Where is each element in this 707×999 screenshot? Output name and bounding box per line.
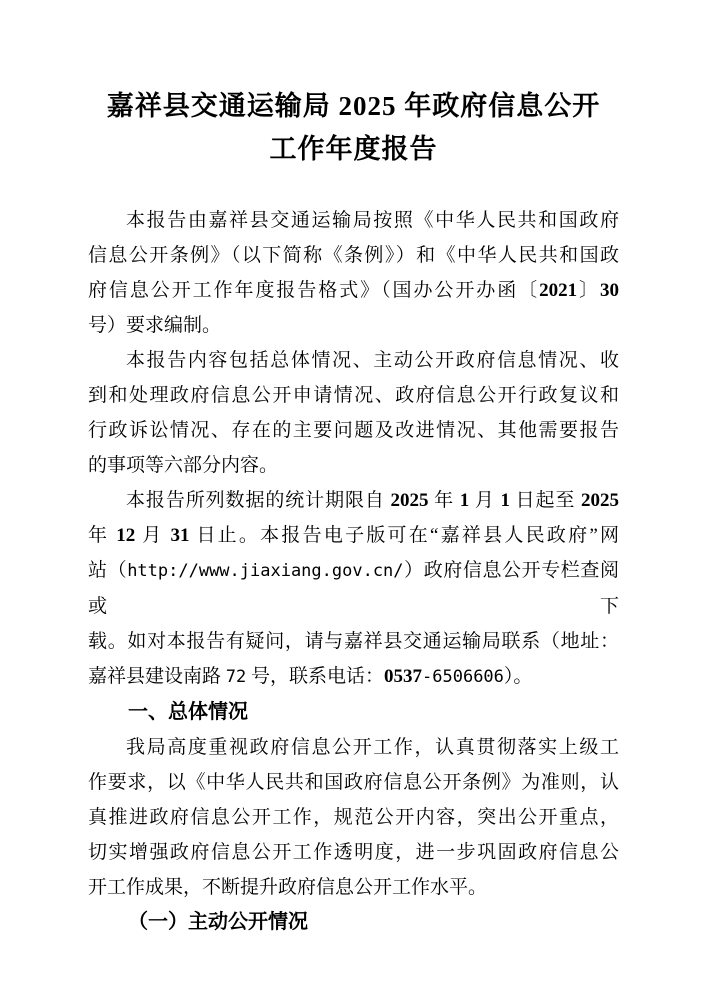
num-text: 2025 [390,490,429,511]
report-title-line: 嘉祥县交通运输局 2025 年政府信息公开 [106,91,601,121]
body-text: 年 [88,525,117,546]
text-line [88,765,619,800]
text-line [88,343,619,378]
body-text: 载。如对本报告有疑问，请与嘉祥县交通运输局联系（地址： [88,631,619,652]
num-text: 1 [500,490,510,511]
report-title [88,85,619,171]
text-line [88,730,619,765]
body-text: 日止。本报告电子版可在“嘉祥县人民政府”网 [189,525,619,546]
text-line [88,413,619,448]
num-text: 0537 [384,666,423,687]
paragraph [88,203,619,343]
body-text: 切实增强政府信息公开工作透明度，进一步巩固政府信息公 [88,842,619,863]
body-text: 月 [135,525,171,546]
report-body [88,203,619,940]
page-content [88,85,619,940]
num-text: 1 [459,490,470,511]
body-text: 年 [428,490,460,511]
body-text: 号，联系电话： [246,666,385,687]
text-line [88,378,619,413]
subsection-heading: （一）主动公开情况 [128,911,308,933]
url-text: http://www.jiaxiang.gov.cn/ [127,561,404,581]
url-text: -6506606 [422,667,504,687]
body-text: 行政诉讼情况、存在的主要问题及改进情况、其他需要报告 [88,420,619,441]
text-line [88,238,619,273]
body-text: 嘉祥县建设南路 [88,666,226,687]
body-text: 真推进政府信息公开工作，规范公开内容，突出公开重点， [88,807,619,828]
url-text: 72 [225,667,247,687]
body-text: 本报告内容包括总体情况、主动公开政府信息情况、收 [126,350,619,371]
text-line [88,870,619,905]
body-text: 月 [469,490,501,511]
text-line [88,659,619,695]
text-line [88,518,619,553]
text-line [88,273,619,308]
section-heading: 一、总体情况 [128,701,248,723]
body-text: 开工作成果，不断提升政府信息公开工作水平。 [88,877,488,898]
text-line [88,835,619,870]
paragraph [88,730,619,905]
text-line [88,800,619,835]
report-title-line: 工作年度报告 [269,134,438,164]
text-line [88,308,619,343]
num-text: 31 [170,525,190,546]
num-text: 2021 [539,280,578,301]
body-text: ）政府信息公开专栏查阅或下 [88,560,619,617]
text-line [88,483,619,518]
body-text: 我局高度重视政府信息公开工作，认真贯彻落实上级工 [126,737,619,758]
body-text: 〕 [577,280,600,301]
body-text: 府信息公开工作年度报告格式》（国办公开办函〔 [88,280,540,301]
body-text: 号）要求编制。 [88,315,222,336]
text-line [88,203,619,238]
text-line [88,448,619,483]
num-text: 30 [599,280,619,301]
paragraph [88,483,619,695]
body-text: 到和处理政府信息公开申请情况、政府信息公开行政复议和 [88,385,619,406]
num-text: 12 [116,525,136,546]
body-text: 信息公开条例》（以下简称《条例》）和《中华人民共和国政 [88,245,619,266]
body-text: 本报告由嘉祥县交通运输局按照《中华人民共和国政府 [126,210,619,231]
body-text: 日起至 [509,490,581,511]
text-line [88,553,619,624]
body-text: 的事项等六部分内容。 [88,455,279,476]
body-text: ）。 [503,666,533,687]
num-text: 2025 [580,490,619,511]
paragraph [88,343,619,483]
text-line [88,624,619,659]
body-text: 作要求，以《中华人民共和国政府信息公开条例》为准则，认 [88,772,619,793]
body-text: 站（ [88,560,128,581]
body-text: 本报告所列数据的统计期限自 [126,490,391,511]
